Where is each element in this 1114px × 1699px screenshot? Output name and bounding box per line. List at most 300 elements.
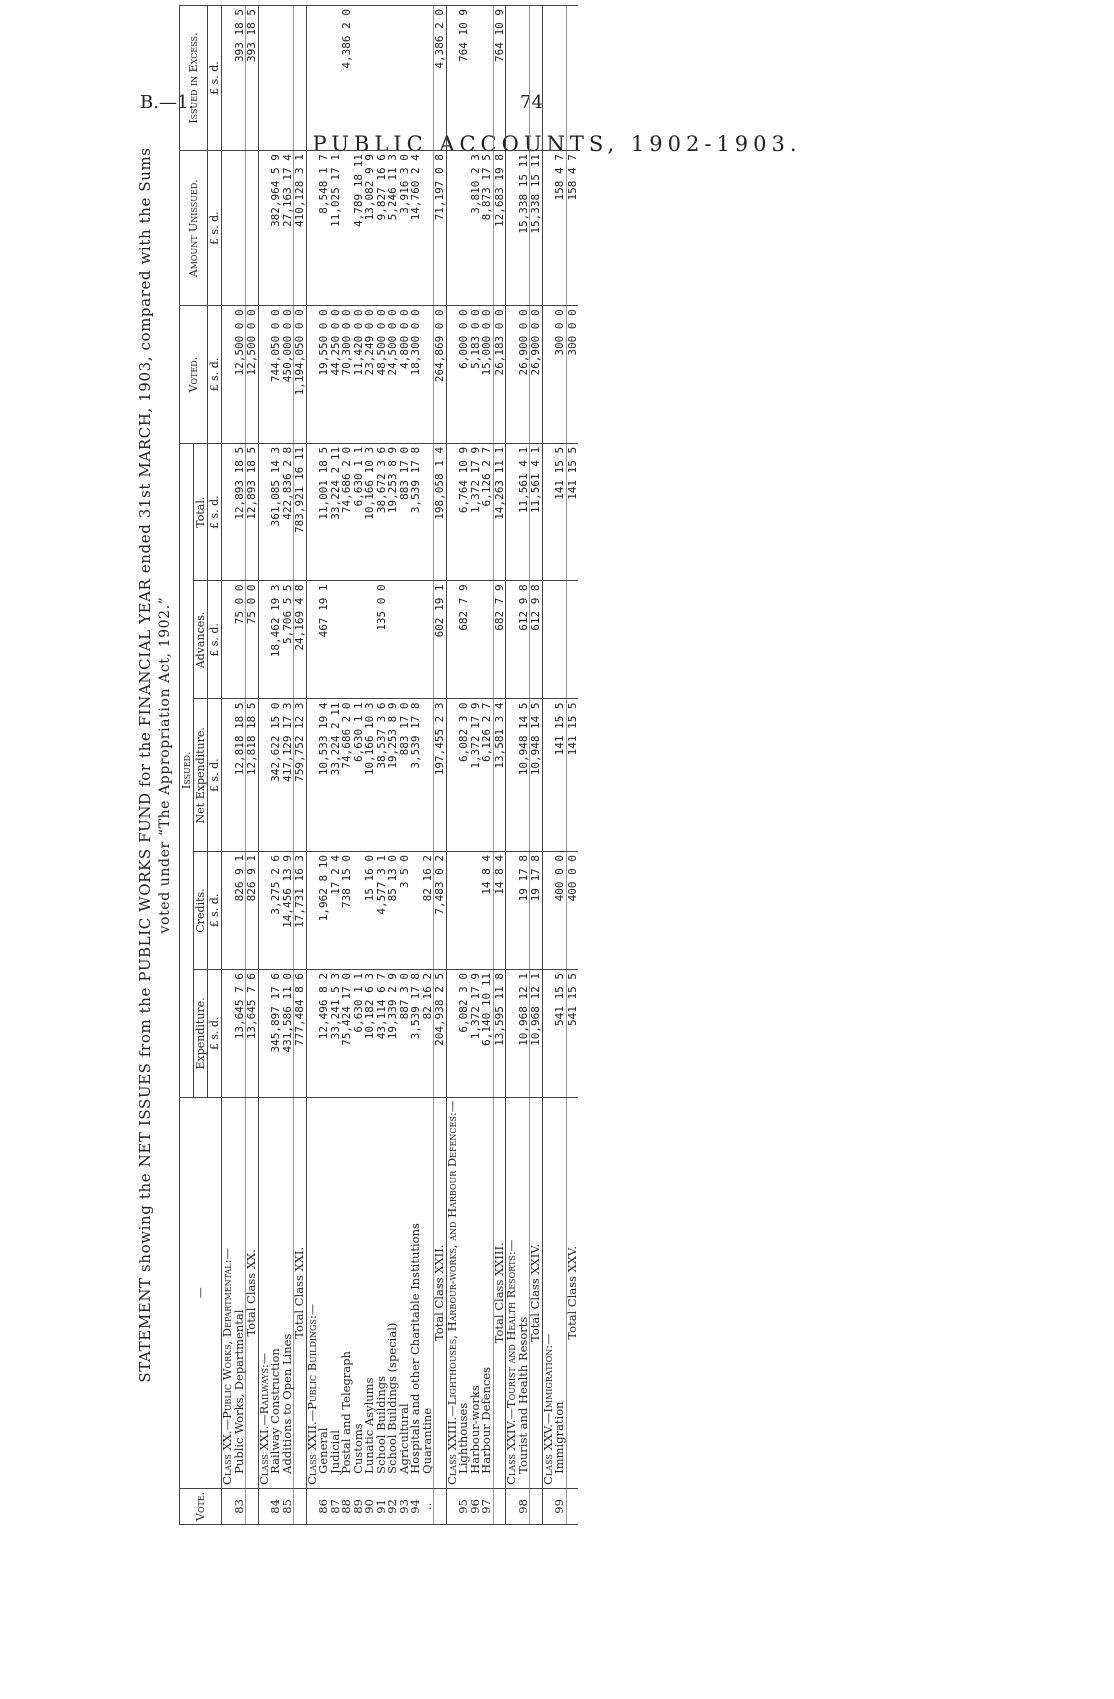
item-label: Hospitals and other Charitable Institutions xyxy=(410,1097,422,1488)
amount-cell: 82 16 2 xyxy=(422,970,434,1098)
amount-cell xyxy=(341,151,353,306)
amount-cell: 19,253 8 9 xyxy=(387,443,399,581)
amount-cell: 4,386 2 0 xyxy=(341,6,353,151)
col-total: Total. xyxy=(194,443,208,581)
amount-cell: 6,764 10 9 xyxy=(458,443,470,581)
amount-cell: 759,752 12 3 xyxy=(294,699,307,852)
amount-cell xyxy=(506,151,518,306)
amount-cell: 24,500 0 0 xyxy=(387,306,399,444)
amount-cell xyxy=(282,6,294,151)
amount-cell xyxy=(554,581,566,699)
amount-cell: 75 0 0 xyxy=(246,581,259,699)
amount-cell: 5,706 5 5 xyxy=(282,581,294,699)
unit-lsd: £ s. d. xyxy=(208,306,222,444)
vote-number xyxy=(493,1488,506,1524)
amount-cell: 82 16 2 xyxy=(422,852,434,970)
amount-cell: 33,241 5 3 xyxy=(330,970,342,1098)
vote-number: .. xyxy=(422,1488,434,1524)
amount-cell: 9,827 16 6 xyxy=(376,151,388,306)
amount-cell: 6,140 10 11 xyxy=(481,970,493,1098)
amount-cell: 431,586 11 0 xyxy=(282,970,294,1098)
amount-cell: 6,000 0 0 xyxy=(458,306,470,444)
amount-cell xyxy=(518,6,530,151)
vote-number xyxy=(246,1488,259,1524)
class-total-row xyxy=(294,6,307,1525)
col-voted: Voted. xyxy=(180,306,208,444)
amount-cell xyxy=(234,151,246,306)
amount-cell: 541 15 5 xyxy=(566,970,578,1098)
amount-cell: 70,300 0 0 xyxy=(341,306,353,444)
amount-cell: 6,630 1 1 xyxy=(353,970,365,1098)
amount-cell xyxy=(481,581,493,699)
amount-cell: 158 4 7 xyxy=(566,151,578,306)
class-heading-row xyxy=(222,6,234,1525)
amount-cell: 682 7 9 xyxy=(458,581,470,699)
vote-number: 86 xyxy=(318,1488,330,1524)
vote-number: 94 xyxy=(410,1488,422,1524)
table-row xyxy=(364,6,376,1525)
amount-cell: 12,893 18 5 xyxy=(234,443,246,581)
class-heading: Class XXIV.—Tourist and Health Resorts:— xyxy=(506,1097,518,1488)
amount-cell: 612 9 8 xyxy=(530,581,543,699)
vote-number: 92 xyxy=(387,1488,399,1524)
vote-number: 95 xyxy=(458,1488,470,1524)
col-credits: Credits. xyxy=(194,852,208,970)
item-label: School Buildings xyxy=(376,1097,388,1488)
item-label: Judicial xyxy=(330,1097,342,1488)
amount-cell xyxy=(481,6,493,151)
amount-cell: 4,800 0 0 xyxy=(399,306,411,444)
vote-number: 93 xyxy=(399,1488,411,1524)
total-label: Total Class XXIV. xyxy=(530,1097,543,1488)
vote-number: 91 xyxy=(376,1488,388,1524)
amount-cell: 13,645 7 6 xyxy=(246,970,259,1098)
amount-cell xyxy=(330,581,342,699)
amount-cell: 417,129 17 3 xyxy=(282,699,294,852)
amount-cell: 12,818 18 5 xyxy=(234,699,246,852)
amount-cell: 74,686 2 0 xyxy=(341,699,353,852)
amount-cell xyxy=(222,151,234,306)
amount-cell: 10,968 12 1 xyxy=(518,970,530,1098)
amount-cell xyxy=(341,581,353,699)
amount-cell: 11,561 4 1 xyxy=(530,443,543,581)
amount-cell: 10,948 14 5 xyxy=(518,699,530,852)
amount-cell: 15,000 0 0 xyxy=(481,306,493,444)
class-heading: Class XXI.—Railways:— xyxy=(258,1097,270,1488)
amount-cell xyxy=(422,151,434,306)
amount-cell xyxy=(422,443,434,581)
amount-cell: 33,224 2 11 xyxy=(330,443,342,581)
vote-number: 83 xyxy=(234,1488,246,1524)
unit-lsd: £ s. d. xyxy=(208,852,222,970)
amount-cell xyxy=(222,306,234,444)
amount-cell: 26,900 0 0 xyxy=(530,306,543,444)
amount-cell xyxy=(506,581,518,699)
item-label: Agricultural xyxy=(399,1097,411,1488)
amount-cell: 1,372 17 9 xyxy=(470,970,482,1098)
vote-number: 89 xyxy=(353,1488,365,1524)
amount-cell: 10,166 10 3 xyxy=(364,443,376,581)
amount-cell xyxy=(258,6,270,151)
amount-cell: 158 4 7 xyxy=(554,151,566,306)
amount-cell: 14 8 4 xyxy=(493,852,506,970)
table-row xyxy=(270,6,282,1525)
amount-cell: 3,275 2 6 xyxy=(270,852,282,970)
amount-cell xyxy=(458,852,470,970)
amount-cell xyxy=(399,6,411,151)
amount-cell xyxy=(542,6,554,151)
amount-cell: 10,948 14 5 xyxy=(530,699,543,852)
amount-cell xyxy=(422,306,434,444)
amount-cell xyxy=(446,852,458,970)
amount-cell: 10,166 10 3 xyxy=(364,699,376,852)
amount-cell: 682 7 9 xyxy=(493,581,506,699)
amount-cell: 826 9 1 xyxy=(246,852,259,970)
amount-cell: 541 15 5 xyxy=(554,970,566,1098)
amount-cell: 4,789 18 11 xyxy=(353,151,365,306)
table-row xyxy=(458,6,470,1525)
amount-cell xyxy=(506,443,518,581)
amount-cell xyxy=(410,852,422,970)
class-heading: Class XX.—Public Works, Departmental:— xyxy=(222,1097,234,1488)
amount-cell xyxy=(364,6,376,151)
item-label: School Buildings (special) xyxy=(387,1097,399,1488)
amount-cell: 74,686 2 0 xyxy=(341,443,353,581)
vote-number: 87 xyxy=(330,1488,342,1524)
vote-number: 84 xyxy=(270,1488,282,1524)
amount-cell: 300 0 0 xyxy=(566,306,578,444)
amount-cell: 764 10 9 xyxy=(493,6,506,151)
amount-cell: 17,731 16 3 xyxy=(294,852,307,970)
amount-cell: 15,338 15 11 xyxy=(518,151,530,306)
amount-cell: 400 0 0 xyxy=(566,852,578,970)
amount-cell: 198,058 1 4 xyxy=(434,443,447,581)
amount-cell: 19,550 0 0 xyxy=(318,306,330,444)
item-label: Immigration xyxy=(554,1097,566,1488)
amount-cell xyxy=(422,699,434,852)
item-label: Harbour Defences xyxy=(481,1097,493,1488)
amount-cell xyxy=(364,581,376,699)
amount-cell xyxy=(294,6,307,151)
amount-cell xyxy=(506,699,518,852)
amount-cell: 612 9 8 xyxy=(518,581,530,699)
amount-cell xyxy=(566,581,578,699)
table-row xyxy=(410,6,422,1525)
amount-cell: 135 0 0 xyxy=(376,581,388,699)
amount-cell: 13,645 7 6 xyxy=(234,970,246,1098)
amount-cell: 12,893 18 5 xyxy=(246,443,259,581)
amount-cell: 887 3 0 xyxy=(399,970,411,1098)
amount-cell: 44,250 0 0 xyxy=(330,306,342,444)
col-net-expenditure: Net Expenditure. xyxy=(194,699,208,852)
amount-cell: 6,630 1 1 xyxy=(353,699,365,852)
amount-cell: 204,938 2 5 xyxy=(434,970,447,1098)
amount-cell xyxy=(353,581,365,699)
class-total-row xyxy=(246,6,259,1525)
amount-cell: 10,182 6 3 xyxy=(364,970,376,1098)
amount-cell xyxy=(470,581,482,699)
amount-cell: 8,873 17 5 xyxy=(481,151,493,306)
item-label: Harbour-works xyxy=(470,1097,482,1488)
amount-cell: 13,581 3 4 xyxy=(493,699,506,852)
amount-cell xyxy=(566,6,578,151)
amount-cell: 11,420 0 0 xyxy=(353,306,365,444)
amount-cell: 12,683 19 8 xyxy=(493,151,506,306)
amount-cell: 1,372 17 9 xyxy=(470,699,482,852)
amount-cell: 300 0 0 xyxy=(554,306,566,444)
amount-cell: 1,962 8 10 xyxy=(318,852,330,970)
vote-number xyxy=(530,1488,543,1524)
accounts-table xyxy=(179,5,578,1525)
amount-cell: 6,126 2 7 xyxy=(481,699,493,852)
amount-cell xyxy=(422,6,434,151)
page-reference: B.—1. xyxy=(140,92,195,113)
amount-cell: 342,622 15 0 xyxy=(270,699,282,852)
amount-cell: 345,897 17 6 xyxy=(270,970,282,1098)
amount-cell xyxy=(387,6,399,151)
vote-number xyxy=(566,1488,578,1524)
amount-cell: 264,869 0 0 xyxy=(434,306,447,444)
amount-cell xyxy=(270,6,282,151)
table-row xyxy=(470,6,482,1525)
amount-cell: 15 16 0 xyxy=(364,852,376,970)
amount-cell xyxy=(506,6,518,151)
total-label: Total Class XXV. xyxy=(566,1097,578,1488)
amount-cell: 393 18 5 xyxy=(246,6,259,151)
unit-lsd: £ s. d. xyxy=(208,970,222,1098)
vote-number: 96 xyxy=(470,1488,482,1524)
amount-cell: 48,500 0 0 xyxy=(376,306,388,444)
class-heading: Class XXII.—Public Buildings:— xyxy=(306,1097,318,1488)
amount-cell: 7,483 0 2 xyxy=(434,852,447,970)
class-heading-row xyxy=(446,6,458,1525)
unit-lsd: £ s. d. xyxy=(208,443,222,581)
amount-cell: 3,810 2 3 xyxy=(470,151,482,306)
class-heading-row xyxy=(506,6,518,1525)
item-label: Lighthouses xyxy=(458,1097,470,1488)
amount-cell: 5,246 11 3 xyxy=(387,151,399,306)
amount-cell xyxy=(410,6,422,151)
amount-cell: 141 15 5 xyxy=(554,443,566,581)
amount-cell xyxy=(422,581,434,699)
amount-cell: 15,338 15 11 xyxy=(530,151,543,306)
amount-cell: 12,500 0 0 xyxy=(234,306,246,444)
amount-cell xyxy=(506,970,518,1098)
col-unissued: Amount Unissued. xyxy=(180,151,208,306)
unit-lsd: £ s. d. xyxy=(208,699,222,852)
amount-cell: 26,183 0 0 xyxy=(493,306,506,444)
amount-cell: 24,169 4 8 xyxy=(294,581,307,699)
amount-cell: 14,760 2 4 xyxy=(410,151,422,306)
amount-cell: 382,964 5 9 xyxy=(270,151,282,306)
vote-number: 88 xyxy=(341,1488,353,1524)
amount-cell: 3,539 17 8 xyxy=(410,443,422,581)
amount-cell xyxy=(353,6,365,151)
amount-cell xyxy=(399,581,411,699)
item-label: Public Works, Departmental xyxy=(234,1097,246,1488)
amount-cell xyxy=(387,581,399,699)
amount-cell: 43,114 6 7 xyxy=(376,970,388,1098)
amount-cell: 764 10 9 xyxy=(458,6,470,151)
amount-cell xyxy=(470,6,482,151)
item-label: Tourist and Health Resorts xyxy=(518,1097,530,1488)
amount-cell: 6,630 1 1 xyxy=(353,443,365,581)
amount-cell xyxy=(376,6,388,151)
table-row xyxy=(341,6,353,1525)
amount-cell: 12,500 0 0 xyxy=(246,306,259,444)
amount-cell: 23,249 0 0 xyxy=(364,306,376,444)
page-number: 74 xyxy=(520,92,543,113)
amount-cell: 197,455 2 3 xyxy=(434,699,447,852)
amount-cell: 38,672 3 6 xyxy=(376,443,388,581)
statement-heading xyxy=(135,5,175,1525)
amount-cell: 12,496 8 2 xyxy=(318,970,330,1098)
amount-cell xyxy=(246,151,259,306)
amount-cell xyxy=(542,581,554,699)
amount-cell: 71,197 0 8 xyxy=(434,151,447,306)
item-label: Lunatic Asylums xyxy=(364,1097,376,1488)
amount-cell: 3,539 17 8 xyxy=(410,699,422,852)
amount-cell xyxy=(410,581,422,699)
amount-cell xyxy=(318,6,330,151)
amount-cell: 33,224 2 11 xyxy=(330,699,342,852)
item-label: Postal and Telegraph xyxy=(341,1097,353,1488)
class-heading-row xyxy=(542,6,554,1525)
amount-cell: 19,253 8 9 xyxy=(387,699,399,852)
item-label: Railway Construction xyxy=(270,1097,282,1488)
amount-cell: 3,539 17 8 xyxy=(410,970,422,1098)
amount-cell: 783,921 16 11 xyxy=(294,443,307,581)
amount-cell: 26,900 0 0 xyxy=(518,306,530,444)
amount-cell: 467 19 1 xyxy=(318,581,330,699)
amount-cell: 14,263 11 1 xyxy=(493,443,506,581)
amount-cell: 11,001 18 5 xyxy=(318,443,330,581)
amount-cell: 13,595 11 8 xyxy=(493,970,506,1098)
amount-cell: 75 0 0 xyxy=(234,581,246,699)
amount-cell: 141 15 5 xyxy=(566,443,578,581)
amount-cell: 85 13 0 xyxy=(387,852,399,970)
table-body xyxy=(222,6,579,1525)
amount-cell: 75,424 17 0 xyxy=(341,970,353,1098)
amount-cell: 3,916 3 0 xyxy=(399,151,411,306)
page-title: PUBLIC ACCOUNTS, 1902-1903. xyxy=(312,132,802,156)
amount-cell: 11,561 4 1 xyxy=(518,443,530,581)
amount-cell: 1,372 17 9 xyxy=(470,443,482,581)
vote-number: 99 xyxy=(554,1488,566,1524)
amount-cell: 450,000 0 0 xyxy=(282,306,294,444)
amount-cell: 13,082 9 9 xyxy=(364,151,376,306)
amount-cell: 19 17 8 xyxy=(518,852,530,970)
amount-cell xyxy=(554,6,566,151)
total-label: Total Class XXI. xyxy=(294,1097,307,1488)
amount-cell xyxy=(506,852,518,970)
col-vote: Vote. xyxy=(180,1488,222,1524)
amount-cell: 4,577 3 1 xyxy=(376,852,388,970)
amount-cell xyxy=(458,151,470,306)
vote-number xyxy=(434,1488,447,1524)
statement-line-2: voted under “The Appropriation Act, 1902.” xyxy=(157,596,173,934)
vote-number: 98 xyxy=(518,1488,530,1524)
unit-lsd: £ s. d. xyxy=(208,6,222,151)
amount-cell: 602 19 1 xyxy=(434,581,447,699)
rotated-statement xyxy=(135,5,1114,1525)
amount-cell: 10,533 19 4 xyxy=(318,699,330,852)
amount-cell: 18,462 19 3 xyxy=(270,581,282,699)
vote-number: 90 xyxy=(364,1488,376,1524)
col-description: — xyxy=(180,1097,222,1488)
amount-cell: 4,386 2 0 xyxy=(434,6,447,151)
class-heading: Class XXV.—Immigration:— xyxy=(542,1097,554,1488)
class-total-row xyxy=(566,6,578,1525)
amount-cell xyxy=(222,970,234,1098)
class-total-row xyxy=(530,6,543,1525)
col-excess: Issued in Excess. xyxy=(180,6,208,151)
amount-cell: 12,818 18 5 xyxy=(246,699,259,852)
item-label: General xyxy=(318,1097,330,1488)
amount-cell: 10,968 12 1 xyxy=(530,970,543,1098)
vote-number: 97 xyxy=(481,1488,493,1524)
vote-number xyxy=(294,1488,307,1524)
amount-cell: 777,484 8 6 xyxy=(294,970,307,1098)
amount-cell: 18,300 0 0 xyxy=(410,306,422,444)
table-row xyxy=(387,6,399,1525)
amount-cell: 141 15 5 xyxy=(566,699,578,852)
amount-cell: 14,456 13 9 xyxy=(282,852,294,970)
amount-cell xyxy=(306,6,318,151)
vote-number: 85 xyxy=(282,1488,294,1524)
amount-cell: 738 15 0 xyxy=(341,852,353,970)
amount-cell: 8,548 1 7 xyxy=(318,151,330,306)
item-label: Customs xyxy=(353,1097,365,1488)
unit-lsd: £ s. d. xyxy=(208,581,222,699)
amount-cell: 6,082 3 0 xyxy=(458,699,470,852)
amount-cell xyxy=(446,151,458,306)
amount-cell: 883 17 0 xyxy=(399,699,411,852)
amount-cell xyxy=(222,852,234,970)
unit-lsd: £ s. d. xyxy=(208,151,222,306)
amount-cell: 5,183 0 0 xyxy=(470,306,482,444)
amount-cell: 400 0 0 xyxy=(554,852,566,970)
amount-cell: 38,537 3 6 xyxy=(376,699,388,852)
amount-cell: 14 8 4 xyxy=(481,852,493,970)
amount-cell: 11,025 17 1 xyxy=(330,151,342,306)
amount-cell: 422,836 2 8 xyxy=(282,443,294,581)
total-label: Total Class XX. xyxy=(246,1097,259,1488)
col-advances: Advances. xyxy=(194,581,208,699)
col-issued: Issued. xyxy=(180,443,194,1097)
amount-cell: 3 5 0 xyxy=(399,852,411,970)
amount-cell: 19,339 2 9 xyxy=(387,970,399,1098)
total-label: Total Class XXII. xyxy=(434,1097,447,1488)
class-heading: Class XXIII.—Lighthouses, Harbour-works, and Harbour Defences:— xyxy=(446,1097,458,1488)
amount-cell: 393 18 5 xyxy=(234,6,246,151)
amount-cell: 27,163 17 4 xyxy=(282,151,294,306)
table-row xyxy=(318,6,330,1525)
amount-cell: 361,085 14 3 xyxy=(270,443,282,581)
amount-cell: 744,050 0 0 xyxy=(270,306,282,444)
amount-cell xyxy=(222,699,234,852)
col-expenditure: Expenditure. xyxy=(194,970,208,1098)
amount-cell: 141 15 5 xyxy=(554,699,566,852)
amount-cell xyxy=(530,6,543,151)
amount-cell: 17 2 4 xyxy=(330,852,342,970)
amount-cell: 883 17 0 xyxy=(399,443,411,581)
amount-cell: 1,194,050 0 0 xyxy=(294,306,307,444)
statement-line-1: STATEMENT showing the NET ISSUES from the PUBLIC WORKS FUND for the FINANCIAL YEAR ended 31st MARCH, 1903, compared with the Sums xyxy=(136,147,154,1383)
item-label: Quarantine xyxy=(422,1097,434,1488)
amount-cell: 410,128 3 1 xyxy=(294,151,307,306)
amount-cell: 6,126 2 7 xyxy=(481,443,493,581)
